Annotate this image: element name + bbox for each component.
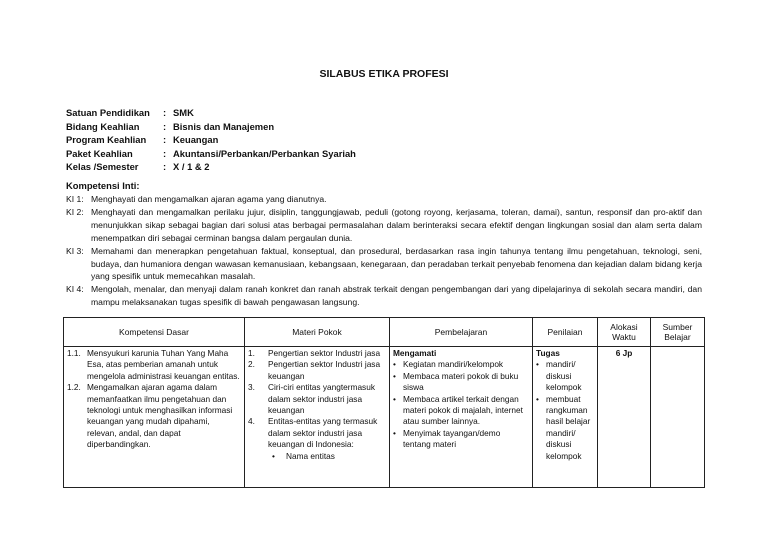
header-sumber-belajar: Sumber Belajar xyxy=(651,318,705,347)
info-row-kelas: Kelas /Semester : X / 1 & 2 xyxy=(66,161,210,173)
ki-text: Memahami dan menerapkan pengetahuan faktual, konseptual, dan prosedural, berdasarkan rasa ingin tahunya tentang ilmu pengetahuan, teknologi, seni, budaya, dan humaniora dengan wawasan kemanusiaan, kebangsaan, kenegaraan, dan peradaban terkait penyebab fenomena dan kejadian dalam bidang kerja yang spesifik untuk memecahkan masalah. xyxy=(91,245,702,282)
ki-item xyxy=(66,206,702,245)
list-sub-item: • Nama entitas xyxy=(272,450,335,461)
ki-text: Menghayati dan mengamalkan ajaran agama yang dianutnya. xyxy=(91,194,327,204)
cell-penilaian xyxy=(533,347,598,488)
list-item: 1.2. Mengamalkan ajaran agama dalam memanfaatkan ilmu pengetahuan dan teknologi untuk menghasilkan informasi keuangan yang mudah dipahami, relevan, andal, dan dapat diperbandingkan. xyxy=(67,382,233,450)
bullet-icon: • xyxy=(393,359,396,370)
info-row-satuan: Satuan Pendidikan : SMK xyxy=(66,107,194,118)
list-item: • Menyimak tayangan/demo tentang materi xyxy=(393,427,501,450)
ki-code: KI 4: xyxy=(66,284,84,295)
info-row-bidang: Bidang Keahlian : Bisnis dan Manajemen xyxy=(66,120,275,132)
list-item: 2. Pengertian sektor Industri jasa keuangan xyxy=(248,359,381,381)
cell-materi-pokok xyxy=(245,347,390,488)
cell-pembelajaran xyxy=(390,347,533,488)
info-row-program: Program Keahlian : Keuangan xyxy=(66,134,219,146)
list-item: • Membaca materi pokok di buku siswa xyxy=(393,370,519,393)
header-materi-pokok: Materi Pokok xyxy=(245,318,390,347)
ki-code: KI 2: xyxy=(66,206,84,217)
bullet-icon: • xyxy=(393,393,396,404)
cell-alokasi-waktu: 6 Jp xyxy=(598,347,651,488)
table-header-row xyxy=(64,318,705,347)
list-item: • Kegiatan mandiri/kelompok xyxy=(393,359,504,370)
header-alokasi-waktu: Alokasi Waktu xyxy=(598,318,651,347)
list-item: 1.1. Mensyukuri karunia Tuhan Yang Maha Esa, atas pemberian amanah untuk mengelola administrasi keuangan entitas. xyxy=(67,348,240,381)
kompetensi-inti-heading: Kompetensi Inti: xyxy=(66,180,140,191)
cell-sumber-belajar xyxy=(651,347,705,488)
bullet-icon: • xyxy=(272,450,275,461)
ki-item xyxy=(66,245,702,284)
info-value: Akuntansi/Perbankan/Perbankan Syariah xyxy=(173,147,356,159)
list-item: 4. Entitas-entitas yang termasuk dalam sektor industri jasa keuangan di Indonesia: xyxy=(248,416,378,450)
ki-code: KI 1: xyxy=(66,194,84,204)
cell-kompetensi-dasar xyxy=(64,347,245,488)
bullet-icon: • xyxy=(536,359,539,370)
bullet-icon: • xyxy=(393,370,396,381)
info-value: Bisnis dan Manajemen xyxy=(173,120,275,132)
info-value: Keuangan xyxy=(173,134,219,146)
ki-item xyxy=(66,283,702,309)
info-label: Bidang Keahlian xyxy=(66,120,140,132)
ki-item xyxy=(66,193,702,206)
info-label: Program Keahlian xyxy=(66,134,147,146)
list-item: 1. Pengertian sektor Industri jasa xyxy=(248,348,381,358)
bullet-icon: • xyxy=(536,393,539,404)
syllabus-table xyxy=(63,317,705,488)
penilaian-heading: Tugas xyxy=(536,348,560,358)
info-row-paket: Paket Keahlian : Akuntansi/Perbankan/Perbankan Syariah xyxy=(66,147,356,159)
pembelajaran-heading: Mengamati xyxy=(393,348,437,358)
document-title: SILABUS ETIKA PROFESI xyxy=(319,68,449,80)
ki-code: KI 3: xyxy=(66,245,84,256)
list-item: • Membaca artikel terkait dengan materi pokok di majalah, internet atau sumber lainnya. xyxy=(393,393,523,427)
info-label: Paket Keahlian xyxy=(66,147,133,159)
header-penilaian: Penilaian xyxy=(533,318,598,347)
list-item: • mandiri/ diskusi kelompok xyxy=(536,359,582,393)
identity-block xyxy=(66,106,356,174)
header-kompetensi-dasar: Kompetensi Dasar xyxy=(64,318,245,347)
ki-text: Menghayati dan mengamalkan perilaku jujur, disiplin, tanggungjawab, peduli (gotong royong, kerjasama, toleran, damai), santun, responsif dan pro-aktif dan menunjukkan sikap sebagai bagian dari solusi atas berbagai permasalahan dalam berinteraksi secara efektif dengan lingkungan sosial dan alam serta dalam menempatkan diri sebagai cerminan bangsa dalam pergaulan dunia. xyxy=(91,206,702,243)
info-value: X / 1 & 2 xyxy=(173,161,210,173)
list-item: • membuat rangkuman hasil belajar mandiri/ diskusi kelompok xyxy=(536,393,591,461)
list-item: 3. Ciri-ciri entitas yangtermasuk dalam sektor industri jasa keuangan xyxy=(248,382,375,416)
header-pembelajaran: Pembelajaran xyxy=(390,318,533,347)
bullet-icon: • xyxy=(393,427,396,438)
info-value: SMK xyxy=(173,107,194,118)
info-label: Kelas /Semester xyxy=(66,161,139,173)
ki-text: Mengolah, menalar, dan menyaji dalam ranah konkret dan ranah abstrak terkait dengan pengembangan dari yang dipelajarinya di sekolah secara mandiri, dan mampu melaksanakan tugas spesifik di bawah pengawasan langsung. xyxy=(91,284,702,308)
ki-list xyxy=(66,193,702,309)
info-label: Satuan Pendidikan xyxy=(66,107,150,118)
table-row xyxy=(64,347,705,488)
